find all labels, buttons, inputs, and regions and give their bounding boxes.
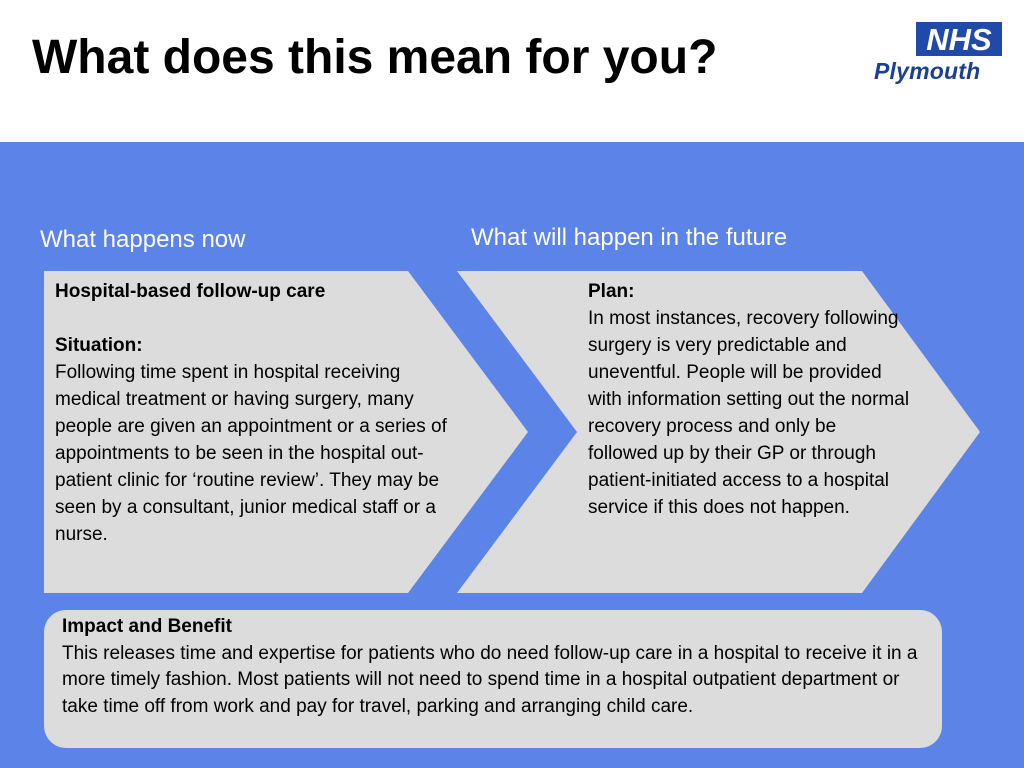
current-box [55,278,460,548]
future-box [588,278,910,521]
plan-label: Plan: [588,281,635,302]
impact-text: This releases time and expertise for patients who do need follow-up care in a hospital to receive it in a more timely fashion. Most patients will not need to spend time in a hospital outpatient department or take time off from work and pay for travel, parking and arranging child care. [62,642,918,717]
situation-text: Following time spent in hospital receiving medical treatment or having surgery, many people are given an appointment or a series of appointments to be seen in the hospital out-patient clinic for ‘routine review’. They may be seen by a consultant, junior medical staff or a nurse. [55,362,447,545]
future-heading: What will happen in the future [471,224,788,251]
plan-text: In most instances, recovery following surgery is very predictable and uneventful. People will be provided with information setting out the normal recovery process and only be followed up by their GP or through patient-initiated access to a hospital service if this does not happen. [588,308,910,518]
page-title: What does this mean for you? [32,31,718,84]
current-heading: What happens now [40,226,246,253]
impact-box [44,610,942,748]
logo-name: Plymouth [874,58,981,84]
impact-label: Impact and Benefit [62,616,232,637]
current-box-title: Hospital-based follow-up care [55,281,326,302]
situation-label: Situation: [55,335,143,356]
nhs-badge-text: NHS [926,22,992,57]
